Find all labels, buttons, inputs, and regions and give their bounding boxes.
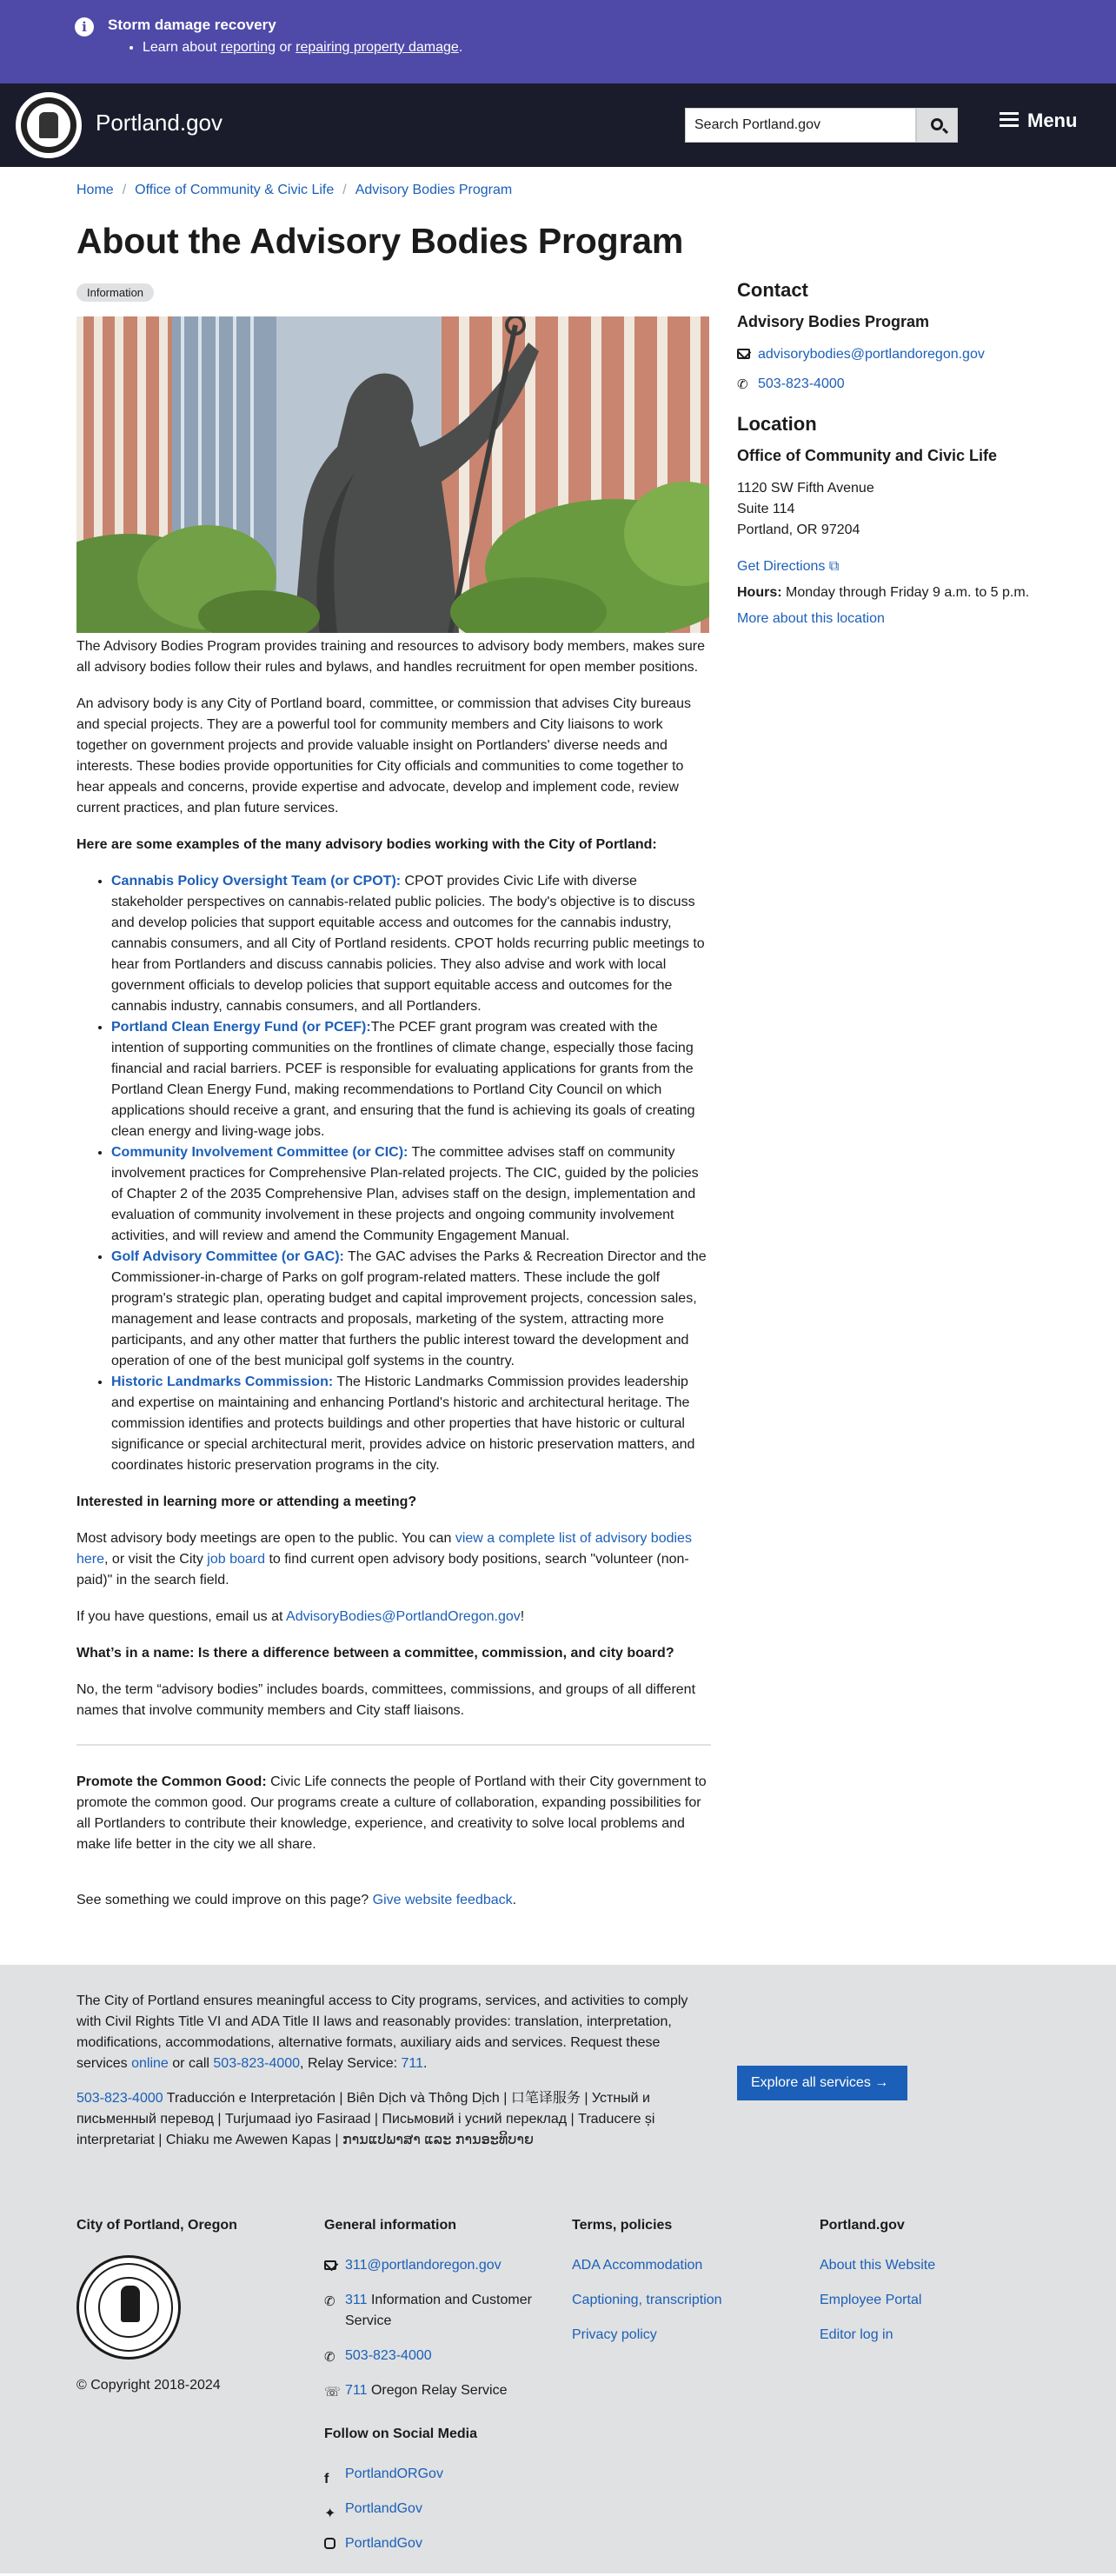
list-item-text: The PCEF grant program was created with the intention of supporting communities on the frontlines of climate change, especially those facing financial and racial barriers. PCEF is responsible for evaluating applications for grants from the Portland Clean Energy Fund, making recommendations to Portland City Council on which applications should receive a grant, and ensuring that the fund is achieving its goals of creating clean energy and living-wage jobs. <box>111 1020 695 1139</box>
twitter-link[interactable]: PortlandGov <box>345 2501 422 2516</box>
envelope-icon <box>737 349 750 359</box>
location-name: Office of Community and Civic Life <box>737 447 998 464</box>
page-title: About the Advisory Bodies Program <box>76 221 684 261</box>
interested-heading: Interested in learning more or attending a meeting? <box>76 1494 417 1509</box>
examples-heading: Here are some examples of the many advisory bodies working with the City of Portland: <box>76 837 657 852</box>
footer-311: ✆ 311 Information and Customer Service <box>324 2293 532 2328</box>
contact-phone <box>737 374 1067 395</box>
alert-text: Learn about <box>143 40 221 55</box>
menu-label: Menu <box>1027 110 1078 131</box>
directions-row <box>737 556 1067 577</box>
job-board-link[interactable]: job board <box>207 1552 265 1567</box>
list-item-text: The GAC advises the Parks & Recreation Director and the Commissioner-in-charge of Parks on golf program-related matters. These include the golf program's strategic plan, operating budget and capital improvement projects, concession sales, management and lease contracts and proposals, marketing of the system, attracting more participants, and any other matter that furthers the public interest toward the development and operation of one of the best municipal golf systems in the country. <box>111 1249 707 1368</box>
copyright: © Copyright 2018-2024 <box>76 2378 221 2393</box>
about-website-link[interactable]: About this Website <box>820 2258 936 2273</box>
breadcrumb-civic-life[interactable]: Office of Community & Civic Life <box>135 183 335 197</box>
footer-email <box>324 2255 550 2276</box>
advisory-bodies-list-link[interactable]: view a complete list of advisory bodies here <box>76 1531 692 1567</box>
phone-icon: ✆ <box>324 2350 335 2365</box>
search-input[interactable]: Search Portland.gov <box>685 108 916 143</box>
cic-link[interactable]: Community Involvement Committee (or CIC): <box>111 1145 409 1160</box>
portlandia-statue-image <box>76 316 709 633</box>
location-heading: Location <box>737 413 817 435</box>
list-item <box>111 871 711 1017</box>
phone-icon: ✆ <box>737 377 748 392</box>
list-item-text: The committee advises staff on community involvement practices for Comprehensive Plan-related projects. The CIC, guided by the policies of Chapter 2 of the 2035 Comprehensive Plan, advises staff on the design, implementation and evaluation of community involvement in these projects and ongoing community involvement activities, and will review and amend the Community Engagement Manual. <box>111 1145 699 1243</box>
feedback-paragraph: See something we could improve on this page? Give website feedback. <box>76 1893 517 1907</box>
site-brand[interactable]: Portland.gov <box>96 110 223 136</box>
call-link[interactable]: 503-823-4000 <box>213 2056 301 2071</box>
reporting-link[interactable]: reporting <box>220 40 276 55</box>
name-paragraph: No, the term “advisory bodies” includes boards, committees, commissions, and groups of all different names that involve community members and City staff liaisons. <box>76 1682 696 1718</box>
list-item-text: The Historic Landmarks Commission provides leadership and expertise on maintaining and enhancing Portland's historic and architectural heritage. The commission identifies and protects buildings and other properties that have historic or cultural significance or special architectural merit, provides advice on historic preservation matters, and coordinates historic preservation programs in the city. <box>111 1375 695 1473</box>
breadcrumb: Home / Office of Community & Civic Life / Advisory Bodies Program <box>76 183 513 197</box>
twitter-icon: ✦ <box>324 2506 336 2521</box>
contact-heading: Contact <box>737 279 808 301</box>
footer-heading: General information <box>324 2218 457 2233</box>
social-twitter <box>324 2499 550 2519</box>
language-phone-link[interactable]: 503-823-4000 <box>76 2091 163 2106</box>
city-seal-logo <box>76 2255 181 2360</box>
instagram-icon <box>324 2538 335 2549</box>
footer-col-general <box>324 2215 550 2568</box>
footer-col-terms <box>572 2215 798 2360</box>
more-location-link[interactable]: More about this location <box>737 611 885 626</box>
gac-link[interactable]: Golf Advisory Committee (or GAC): <box>111 1249 344 1264</box>
main-content <box>76 636 711 1927</box>
footer-heading: Follow on Social Media <box>324 2426 478 2441</box>
social-instagram <box>324 2533 550 2554</box>
search-icon <box>931 118 943 130</box>
access-statement: The City of Portland ensures meaningful access to City programs, services, and activities to comply with Civil Rights Title VI and ADA Title II laws and reasonably provides: translation, interpretation, modifications, accommodations, alternative formats, auxiliary aids and services. Request these services online or call 503-823-4000, Relay Service: 711. <box>76 1994 688 2071</box>
alert-banner <box>0 0 1116 83</box>
list-item <box>111 1142 711 1247</box>
email-link[interactable]: advisorybodies@portlandoregon.gov <box>758 347 985 362</box>
pcef-link[interactable]: Portland Clean Energy Fund (or PCEF): <box>111 1020 371 1035</box>
email-link[interactable]: AdvisoryBodies@PortlandOregon.gov <box>286 1609 521 1624</box>
email-link[interactable]: 311@portlandoregon.gov <box>345 2258 502 2273</box>
footer-relay: ☏ 711 Oregon Relay Service <box>324 2383 508 2400</box>
name-heading: What’s in a name: Is there a difference between a committee, commission, and city board? <box>76 1646 674 1661</box>
alert-title: Storm damage recovery <box>108 17 276 33</box>
site-header <box>0 83 1116 167</box>
breadcrumb-home[interactable]: Home <box>76 183 114 197</box>
arrow-right-icon: → <box>874 2075 889 2090</box>
social-facebook <box>324 2464 550 2485</box>
relay-link[interactable]: 711 <box>401 2056 424 2071</box>
alert-item <box>143 38 1116 57</box>
alert-text: . <box>458 40 463 55</box>
ada-link[interactable]: ADA Accommodation <box>572 2258 703 2273</box>
phone-311-link[interactable]: 311 <box>345 2293 368 2307</box>
envelope-icon <box>324 2260 336 2270</box>
hours: Hours: Monday through Friday 9 a.m. to 5 p.m. <box>737 585 1030 600</box>
hamburger-icon <box>1000 112 1019 128</box>
address-line: Portland, OR 97204 <box>737 523 860 537</box>
employee-portal-link[interactable]: Employee Portal <box>820 2293 922 2307</box>
phone-link[interactable]: 503-823-4000 <box>758 376 845 391</box>
advisory-body-paragraph: An advisory body is any City of Portland board, committee, or commission that advises City bureaus and special projects. They are a powerful tool for community members and City liaisons to work together on government projects and provide valuable insight on Portlanders' diverse needs and interests. These bodies provide opportunities for City officials and communities to come together to hear appeals and concerns, provide expertise and advocate, develop and implement code, review current practices, and plan future services. <box>76 696 691 815</box>
footer-heading: City of Portland, Oregon <box>76 2218 237 2233</box>
captioning-link[interactable]: Captioning, transcription <box>572 2293 722 2307</box>
tty-icon: ☏ <box>324 2385 341 2400</box>
historic-landmarks-link[interactable]: Historic Landmarks Commission: <box>111 1375 334 1389</box>
repairing-link[interactable]: repairing property damage <box>296 40 459 55</box>
footer-heading: Terms, policies <box>572 2218 673 2233</box>
language-services: 503-823-4000 Traducción e Interpretación | Biên Dịch và Thông Dịch | 口笔译服务 | Устный и письменный перевод | Turjumaad iyo Fasiraad | Письмовий і усний переклад | Traducere și interpretariat | Chiaku me Awewen Kapas | ການແປພາສາ ແລະ ການອະທິບາຍ <box>76 2091 655 2147</box>
footer-col-city <box>76 2215 302 2396</box>
contact-email <box>737 344 1067 365</box>
alert-text: or <box>276 40 296 55</box>
menu-button[interactable] <box>1000 110 1077 132</box>
contact-name: Advisory Bodies Program <box>737 313 930 330</box>
external-link-icon: ⧉ <box>825 559 840 574</box>
breadcrumb-advisory[interactable]: Advisory Bodies Program <box>355 183 513 197</box>
instagram-link[interactable]: PortlandGov <box>345 2536 422 2551</box>
get-directions-link[interactable]: Get Directions <box>737 559 826 574</box>
list-item <box>111 1372 711 1476</box>
footer-phone <box>324 2346 550 2366</box>
facebook-link[interactable]: PortlandORGov <box>345 2466 443 2481</box>
sidebar <box>737 280 1067 629</box>
footer-heading: Portland.gov <box>820 2218 905 2233</box>
address <box>737 478 1067 541</box>
cpot-link[interactable]: Cannabis Policy Oversight Team (or CPOT): <box>111 874 402 889</box>
promote-paragraph: Promote the Common Good: Civic Life connects the people of Portland with their City government to promote the common good. Our programs create a culture of collaboration, expanding possibilities for all Portlanders to contribute their knowledge, experience, and creativity to solve local problems and make life better in the city we all share. <box>76 1774 707 1852</box>
info-icon: i <box>75 17 94 37</box>
city-seal-logo[interactable] <box>16 92 82 158</box>
facebook-icon: f <box>324 2472 329 2486</box>
list-item <box>111 1247 711 1372</box>
address-line: Suite 114 <box>737 502 795 516</box>
content-type-badge: Information <box>76 283 154 302</box>
phone-link[interactable]: 503-823-4000 <box>345 2348 432 2363</box>
address-line: 1120 SW Fifth Avenue <box>737 481 874 496</box>
advisory-bodies-list <box>111 871 711 1476</box>
privacy-link[interactable]: Privacy policy <box>572 2327 657 2342</box>
list-item <box>111 1017 711 1142</box>
phone-icon: ✆ <box>324 2294 335 2309</box>
search-button[interactable] <box>916 108 958 143</box>
meetings-paragraph: Most advisory body meetings are open to the public. You can view a complete list of advisory bodies here, or visit the City job board to find current open advisory body positions, search "volunteer (non-paid)" in the search field. <box>76 1531 692 1588</box>
divider <box>76 1744 711 1746</box>
feedback-link[interactable]: Give website feedback <box>372 1893 513 1907</box>
relay-711-link[interactable]: 711 <box>345 2383 368 2398</box>
online-link[interactable]: online <box>131 2056 169 2071</box>
questions-paragraph: If you have questions, email us at AdvisoryBodies@PortlandOregon.gov! <box>76 1609 525 1624</box>
list-item-text: CPOT provides Civic Life with diverse stakeholder perspectives on cannabis-related public policies. The body's objective is to discuss and develop policies that support equitable access and outcomes for the cannabis industry, cannabis consumers, and all City of Portland residents. CPOT holds recurring public meetings to hear from Portlanders and discuss cannabis policies. They also advise and work with local government officials to develop policies that support equitable access and outcomes for the cannabis industry, cannabis consumers, and all Portlanders. <box>111 874 705 1014</box>
editor-login-link[interactable]: Editor log in <box>820 2327 893 2342</box>
intro-paragraph: The Advisory Bodies Program provides training and resources to advisory body members, makes sure all advisory bodies follow their rules and bylaws, and handles recruitment for open member positions. <box>76 639 705 675</box>
footer-col-portland <box>820 2215 1046 2360</box>
explore-services-button[interactable]: Explore all services → <box>737 2066 907 2100</box>
